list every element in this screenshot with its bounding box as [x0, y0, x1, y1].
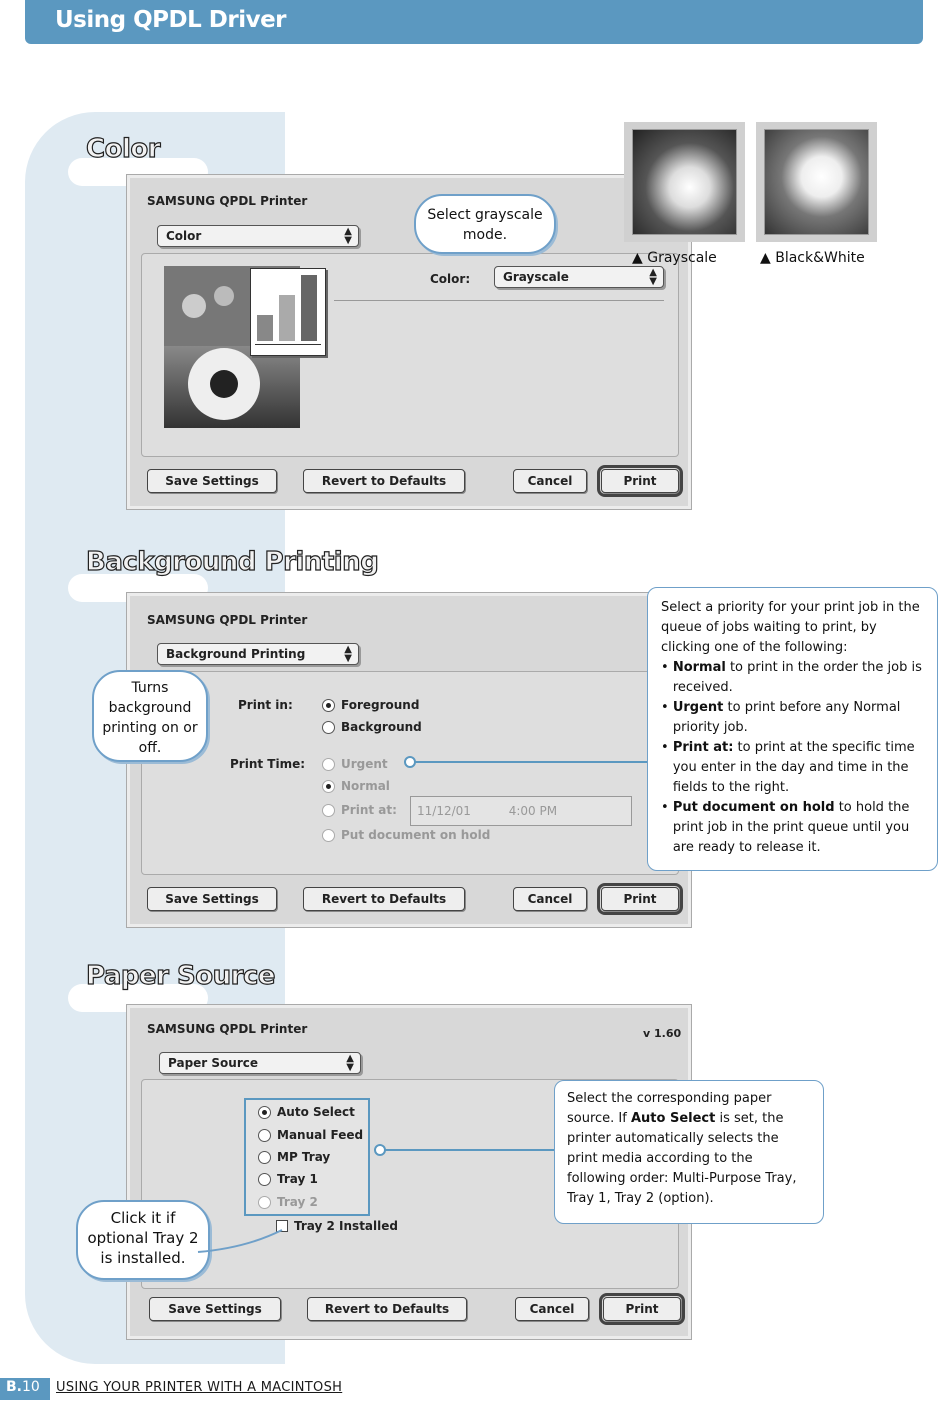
radio-icon — [258, 1151, 271, 1164]
priority-term: Print at: — [672, 740, 734, 755]
manual-feed-radio[interactable] — [258, 1128, 363, 1142]
footer — [0, 1378, 400, 1400]
page-badge — [0, 1378, 50, 1400]
background-panel-box — [141, 671, 679, 875]
normal-radio[interactable] — [322, 779, 390, 793]
print-time-label: Print Time: — [230, 757, 306, 771]
color-mode-value: Grayscale — [503, 270, 569, 284]
popup-label: Color — [166, 229, 202, 243]
chart-preview-icon — [250, 268, 326, 356]
radio-selected-icon — [258, 1106, 271, 1119]
tray2-radio[interactable] — [258, 1195, 318, 1209]
color-panel-popup[interactable] — [157, 225, 359, 247]
priority-item: • Urgent to print before any Normal priority job. — [661, 700, 901, 735]
grayscale-photo — [632, 129, 737, 235]
priority-item: • Print at: to print at the specific time you enter in the day and time in the fields to the right. — [661, 740, 915, 795]
page-prefix: B. — [6, 1379, 22, 1395]
tray1-radio[interactable] — [258, 1172, 318, 1186]
priority-intro: Select a priority for your print job in the queue of jobs waiting to print, by clicking one of the following: — [661, 600, 920, 655]
time-value: 4:00 PM — [508, 804, 558, 818]
radio-icon — [258, 1196, 271, 1209]
option-label: MP Tray — [277, 1150, 331, 1164]
priority-item: • Put document on hold to hold the print job in the print queue until you are ready to release it. — [661, 800, 910, 855]
background-toggle-callout: Turns background printing on or off. — [92, 670, 208, 762]
hold-radio[interactable] — [322, 828, 490, 842]
radio-icon — [322, 829, 335, 842]
color-dialog — [126, 174, 692, 510]
revert-defaults-button[interactable]: Revert to Defaults — [303, 887, 465, 911]
connector-line — [370, 1140, 556, 1160]
dialog-title: SAMSUNG QPDL Printer — [147, 194, 308, 208]
color-panel-box — [141, 253, 679, 457]
dialog-title: SAMSUNG QPDL Printer — [147, 613, 308, 627]
header-title: Using QPDL Driver — [55, 7, 287, 33]
print-button[interactable]: Print — [601, 887, 679, 911]
auto-select-radio[interactable] — [258, 1105, 355, 1119]
priority-desc: to print at the specific time you enter in the day and time in the fields to the right. — [672, 740, 915, 795]
paper-callout-term: Auto Select — [630, 1111, 716, 1126]
popup-arrows-icon: ▲ ▼ — [344, 644, 352, 664]
date-value: 11/12/01 — [417, 804, 471, 818]
radio-icon — [322, 804, 335, 817]
radio-icon — [322, 758, 335, 771]
triangle-up-icon: ▲ — [760, 250, 771, 266]
header-bar — [25, 0, 923, 44]
priority-desc: to hold the print job in the print queue until you are ready to release it. — [672, 800, 910, 855]
print-at-datetime-field[interactable] — [410, 796, 632, 826]
priority-desc: to print before any Normal priority job. — [672, 700, 901, 735]
bw-photo — [764, 129, 869, 235]
priority-callout — [647, 587, 938, 871]
footer-text: USING YOUR PRINTER WITH A MACINTOSH — [56, 1380, 343, 1395]
cancel-button[interactable]: Cancel — [513, 887, 587, 911]
tray2-installed-checkbox[interactable] — [276, 1219, 398, 1233]
option-label: Urgent — [341, 757, 388, 771]
paper-source-callout — [554, 1080, 824, 1224]
radio-icon — [322, 721, 335, 734]
option-label: Normal — [341, 779, 390, 793]
color-mode-select[interactable] — [494, 266, 664, 288]
paper-callout-pre: Select the corresponding paper source. If — [567, 1091, 772, 1126]
grayscale-callout: Select grayscale mode. — [414, 194, 556, 254]
popup-arrows-icon: ▲ ▼ — [649, 267, 657, 287]
background-radio[interactable] — [322, 720, 422, 734]
radio-icon — [258, 1129, 271, 1142]
print-in-label: Print in: — [238, 698, 293, 712]
print-button[interactable]: Print — [601, 469, 679, 493]
bw-caption-text: Black&White — [775, 250, 865, 266]
divider — [334, 300, 664, 301]
revert-defaults-button[interactable]: Revert to Defaults — [307, 1297, 467, 1321]
priority-item: • Normal to print in the order the job is received. — [661, 660, 922, 695]
option-label: Background — [341, 720, 422, 734]
grayscale-caption-text: Grayscale — [647, 250, 717, 266]
popup-label: Paper Source — [168, 1056, 258, 1070]
radio-icon — [258, 1173, 271, 1186]
mp-tray-radio[interactable] — [258, 1150, 330, 1164]
connector-line — [400, 752, 652, 772]
radio-selected-icon — [322, 699, 335, 712]
cancel-button[interactable]: Cancel — [513, 469, 587, 493]
paper-callout-post: is set, the printer automatically selects the print media according to the following order: Multi-Purpose Tray, Tray 1, Tray 2 (option). — [567, 1111, 797, 1206]
option-label: Auto Select — [277, 1105, 355, 1119]
triangle-up-icon: ▲ — [632, 250, 643, 266]
version-label: v 1.60 — [643, 1027, 682, 1040]
tray2-callout: Click it if optional Tray 2 is installed. — [76, 1200, 210, 1280]
priority-term: Urgent — [672, 700, 724, 715]
urgent-radio[interactable] — [322, 757, 388, 771]
section-title-background: Background Printing — [86, 547, 379, 577]
radio-selected-icon — [322, 780, 335, 793]
priority-desc: to print in the order the job is received. — [672, 660, 922, 695]
paper-panel-popup[interactable] — [159, 1052, 361, 1074]
popup-arrows-icon: ▲ ▼ — [344, 226, 352, 246]
bw-caption — [760, 250, 865, 266]
cancel-button[interactable]: Cancel — [515, 1297, 589, 1321]
checkbox-label: Tray 2 Installed — [294, 1219, 398, 1233]
revert-defaults-button[interactable]: Revert to Defaults — [303, 469, 465, 493]
save-settings-button[interactable]: Save Settings — [147, 887, 277, 911]
popup-label: Background Printing — [166, 647, 306, 661]
grayscale-photo-frame — [624, 122, 745, 242]
page-number: 10 — [22, 1379, 40, 1395]
bw-photo-frame — [756, 122, 877, 242]
color-label: Color: — [430, 272, 471, 286]
section-title-paper: Paper Source — [86, 961, 275, 991]
print-button[interactable]: Print — [603, 1297, 681, 1321]
option-label: Put document on hold — [341, 828, 491, 842]
popup-arrows-icon: ▲ ▼ — [346, 1053, 354, 1073]
grayscale-caption — [632, 250, 717, 266]
priority-term: Normal — [672, 660, 726, 675]
option-label: Tray 1 — [277, 1172, 318, 1186]
priority-term: Put document on hold — [672, 800, 835, 815]
callout-pointer — [196, 1226, 286, 1256]
dialog-title: SAMSUNG QPDL Printer — [147, 1022, 308, 1036]
foreground-radio[interactable] — [322, 698, 419, 712]
print-at-radio[interactable] — [322, 803, 397, 817]
option-label: Foreground — [341, 698, 420, 712]
save-settings-button[interactable]: Save Settings — [147, 469, 277, 493]
option-label: Tray 2 — [277, 1195, 318, 1209]
section-title-color: Color — [86, 134, 161, 164]
option-label: Manual Feed — [277, 1128, 364, 1142]
background-panel-popup[interactable] — [157, 643, 359, 665]
option-label: Print at: — [341, 803, 397, 817]
save-settings-button[interactable]: Save Settings — [149, 1297, 281, 1321]
